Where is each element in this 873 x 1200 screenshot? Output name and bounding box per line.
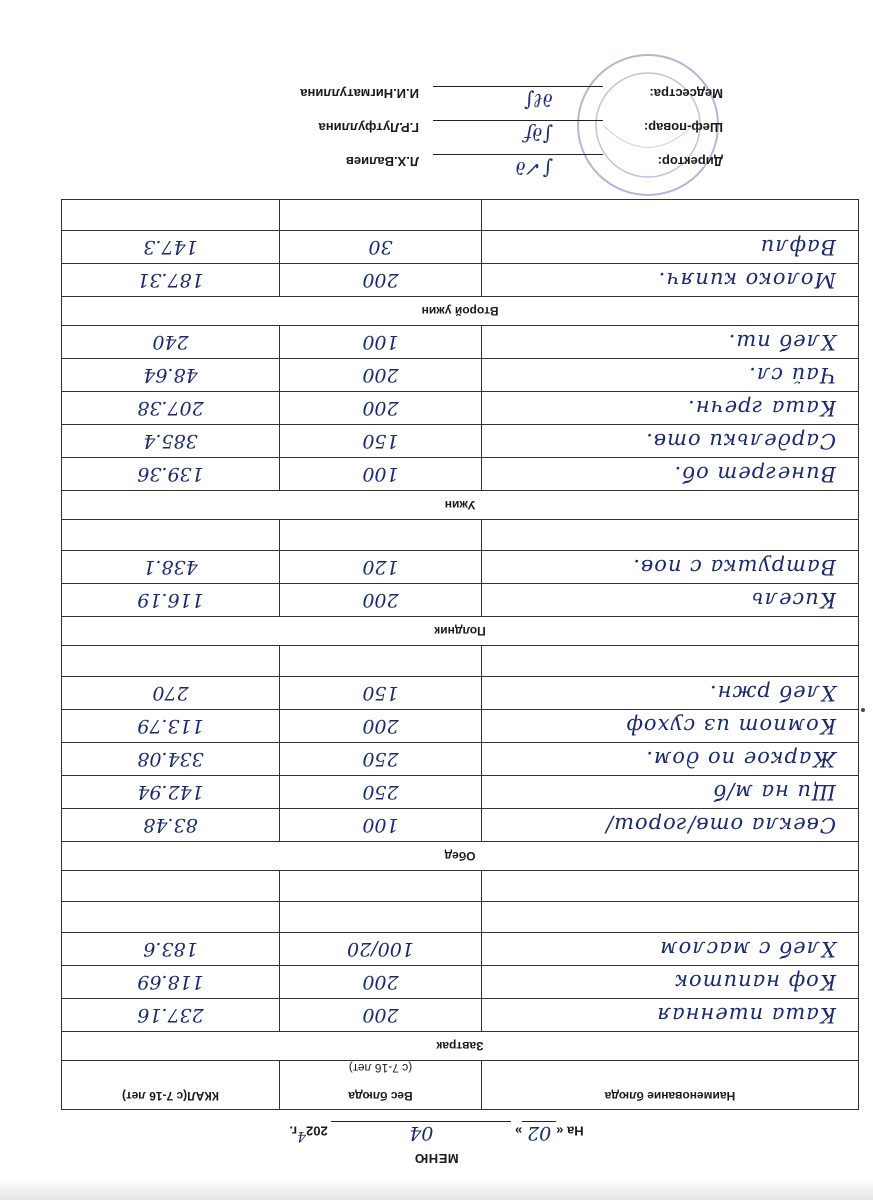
- dish-name: Жаркое по дом.: [645, 747, 836, 771]
- table-row: [62, 776, 859, 809]
- dish-kcal: 147.3: [143, 236, 198, 258]
- dish-weight: 100: [362, 463, 399, 485]
- dish-kcal: 187.31: [137, 269, 204, 291]
- scan-speck: [861, 708, 865, 712]
- dish-kcal: 118.69: [137, 971, 204, 993]
- signature-name: Г.Р.Лутфуллина: [318, 120, 419, 135]
- table-row: [62, 458, 859, 491]
- dish-weight: 250: [362, 748, 399, 770]
- dish-weight: 200: [362, 589, 399, 611]
- blank-row: [62, 871, 859, 902]
- dish-weight: 100: [362, 814, 399, 836]
- table-row: [62, 677, 859, 710]
- dish-kcal: 183.6: [143, 938, 198, 960]
- table-row: [62, 743, 859, 776]
- dish-weight: 200: [362, 1004, 399, 1026]
- dish-weight: 200: [362, 715, 399, 737]
- blank-row: [62, 646, 859, 677]
- page-title: МЕНЮ: [414, 1151, 459, 1166]
- signature-role: Директор:: [657, 154, 723, 169]
- blank-row: [62, 902, 859, 933]
- dish-weight: 150: [362, 682, 399, 704]
- year-prefix: 202: [306, 1123, 328, 1139]
- date-mid: »: [514, 1123, 523, 1139]
- table-row: [62, 933, 859, 966]
- scan-edge: [0, 1178, 873, 1200]
- dish-kcal: 385.4: [143, 430, 198, 452]
- dish-kcal: 139.36: [137, 463, 204, 485]
- dish-name: Вафли: [759, 235, 836, 259]
- date-prefix: На «: [556, 1123, 584, 1139]
- dish-weight: 200: [362, 269, 399, 291]
- dish-name: Сардельки отв.: [645, 429, 836, 453]
- dish-kcal: 438.1: [143, 556, 198, 578]
- dish-kcal: 83.48: [143, 814, 198, 836]
- dish-name: Щи на м/б: [712, 780, 836, 804]
- table-row: [62, 809, 859, 842]
- meal-header-breakfast: Завтрак: [62, 1032, 859, 1061]
- blank-row: [62, 200, 859, 231]
- date-day: 02: [522, 1121, 556, 1144]
- meal-header-dinner: Ужин: [62, 491, 859, 520]
- dish-name: Молоко кипяч.: [657, 268, 836, 292]
- signature-line: [433, 120, 603, 147]
- dish-weight: 120: [362, 556, 399, 578]
- table-row: [62, 231, 859, 264]
- dish-kcal: 142.94: [137, 781, 204, 803]
- dish-name: Ватрушка с пов.: [632, 555, 836, 579]
- meal-header-snack: Полдник: [62, 617, 859, 646]
- dish-weight: 30: [368, 236, 393, 258]
- handwritten-signature: ∂ℓ∫: [523, 89, 553, 113]
- dish-kcal: 334.08: [137, 748, 204, 770]
- dish-kcal: 237.16: [137, 1004, 204, 1026]
- dish-name: Чай сл.: [748, 363, 836, 387]
- table-header: [62, 1061, 859, 1110]
- signature-row-chef: [163, 120, 723, 146]
- table-row: [62, 392, 859, 425]
- table-row: [62, 584, 859, 617]
- table-row: [62, 999, 859, 1032]
- meal-header-second-dinner: Второй ужин: [62, 297, 859, 326]
- signature-role: Шеф-повар:: [643, 120, 723, 135]
- date-month: 04: [331, 1121, 511, 1144]
- year-end: г.: [289, 1123, 298, 1139]
- dish-weight: 200: [362, 971, 399, 993]
- dish-weight: 100/20: [347, 938, 414, 960]
- signature-role: Медсестра:: [649, 86, 723, 101]
- signature-name: И.И.Нигматуллина: [300, 86, 419, 101]
- signature-name: Л.Х.Валиев: [345, 154, 419, 169]
- table-row: [62, 551, 859, 584]
- dish-name: Кисель: [751, 588, 836, 612]
- date-line: [0, 1121, 873, 1144]
- dish-kcal: 116.19: [137, 589, 204, 611]
- dish-kcal: 48.64: [143, 364, 198, 386]
- col-dish-name: Наименование блюда: [482, 1061, 859, 1110]
- signature-row-director: [163, 154, 723, 180]
- dish-kcal: 113.79: [137, 715, 204, 737]
- handwritten-signature: ∫∂ƒ: [524, 123, 553, 147]
- dish-weight: 100: [362, 331, 399, 353]
- dish-name: Хлеб с маслом: [659, 937, 836, 961]
- blank-row: [62, 520, 859, 551]
- dish-name: Коф напиток: [674, 970, 836, 994]
- dish-name: Винегрет об.: [673, 462, 836, 486]
- dish-name: Компот из сухоф: [625, 714, 836, 738]
- signature-line: [433, 86, 603, 113]
- col-weight-age: (с 7-16 лет): [348, 1061, 413, 1075]
- col-weight: [280, 1061, 482, 1110]
- dish-kcal: 270: [152, 682, 189, 704]
- table-row: [62, 425, 859, 458]
- dish-weight: 150: [362, 430, 399, 452]
- signature-line: [433, 154, 603, 181]
- dish-name: Свекла отв/горош/: [605, 813, 836, 837]
- meal-header-lunch: Обед: [62, 842, 859, 871]
- dish-name: Каша гречн.: [687, 396, 836, 420]
- signature-block: [163, 78, 723, 180]
- table-row: [62, 710, 859, 743]
- table-row: [62, 326, 859, 359]
- signature-row-nurse: [163, 86, 723, 112]
- menu-table: [61, 199, 859, 1110]
- table-row: [62, 966, 859, 999]
- dish-kcal: 207.38: [137, 397, 204, 419]
- dish-weight: 200: [362, 397, 399, 419]
- dish-name: Хлеб пш.: [727, 330, 836, 354]
- table-row: [62, 359, 859, 392]
- dish-kcal: 240: [152, 331, 189, 353]
- dish-name: Каша пшенная: [656, 1003, 836, 1027]
- dish-weight: 250: [362, 781, 399, 803]
- col-kcal: ККАЛ(с 7-16 лет): [62, 1061, 280, 1110]
- handwritten-signature: ∫✓∂: [515, 157, 553, 181]
- dish-name: Хлеб ржн.: [708, 681, 836, 705]
- dish-weight: 200: [362, 364, 399, 386]
- year-suffix: 4: [297, 1128, 306, 1144]
- col-weight-label: Вес блюда: [348, 1089, 413, 1103]
- table-row: [62, 264, 859, 297]
